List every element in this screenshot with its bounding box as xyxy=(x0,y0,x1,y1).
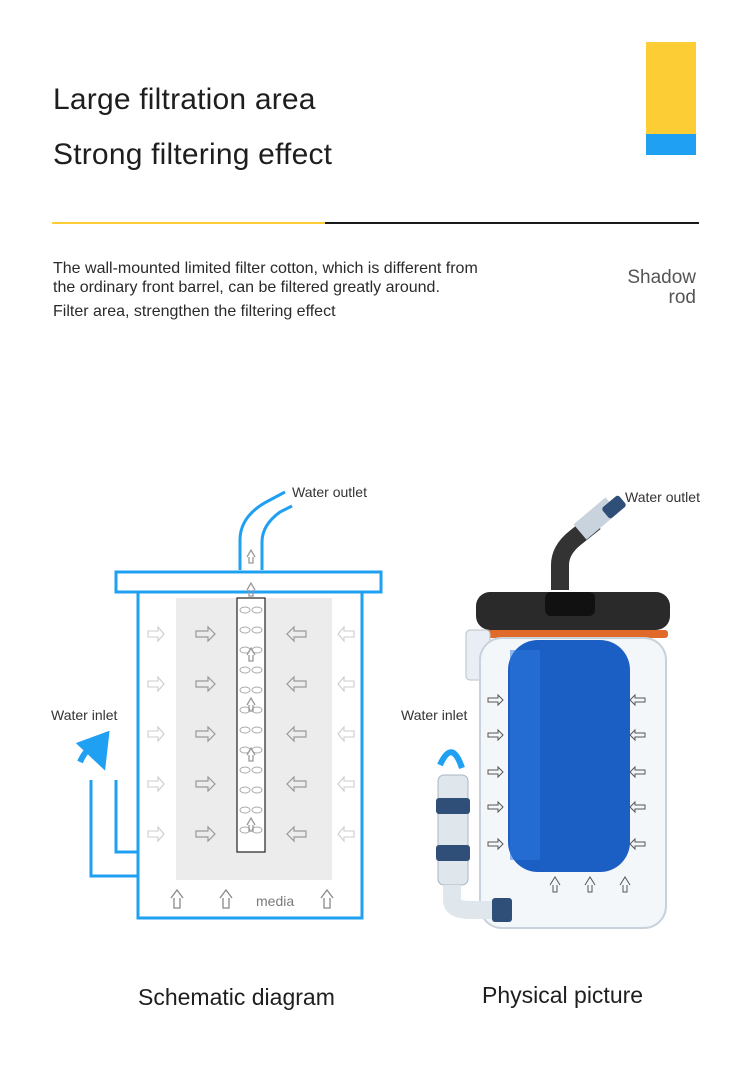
side-label-line-1: Shadow xyxy=(627,267,696,288)
title-line-1: Large filtration area xyxy=(53,83,316,116)
title-line-2: Strong filtering effect xyxy=(53,138,333,171)
center-tube xyxy=(237,598,265,852)
physical-outlet-label: Water outlet xyxy=(625,489,700,505)
bottom-arrows xyxy=(171,890,333,908)
divider-dark xyxy=(325,222,699,224)
description-line-2: the ordinary front barrel, can be filtered greatly around. xyxy=(53,279,440,296)
outlet-pipe-inner xyxy=(262,506,292,570)
side-label xyxy=(627,268,696,308)
inlet-arrow xyxy=(440,752,462,768)
schematic-diagram xyxy=(0,470,400,940)
description-line-1: The wall-mounted limited filter cotton, which is different from xyxy=(53,260,478,277)
divider-yellow xyxy=(52,222,325,224)
physical-inlet-label: Water inlet xyxy=(401,707,468,723)
side-label-line-2: rod xyxy=(668,287,696,308)
lid xyxy=(116,572,381,592)
accent-block-yellow xyxy=(646,42,696,134)
inlet-arrow xyxy=(80,749,103,765)
accent-block-blue xyxy=(646,134,696,155)
schematic-outlet-label: Water outlet xyxy=(292,484,367,500)
schematic-caption: Schematic diagram xyxy=(138,984,335,1010)
schematic-inlet-label: Water inlet xyxy=(51,707,118,723)
description-line-3: Filter area, strengthen the filtering effect xyxy=(53,303,336,320)
outlet-fitting xyxy=(560,495,627,590)
inlet-pipe-inner xyxy=(116,780,138,852)
physical-caption: Physical picture xyxy=(482,982,644,1008)
media-label: media xyxy=(256,893,295,909)
lid-ring xyxy=(478,630,668,638)
